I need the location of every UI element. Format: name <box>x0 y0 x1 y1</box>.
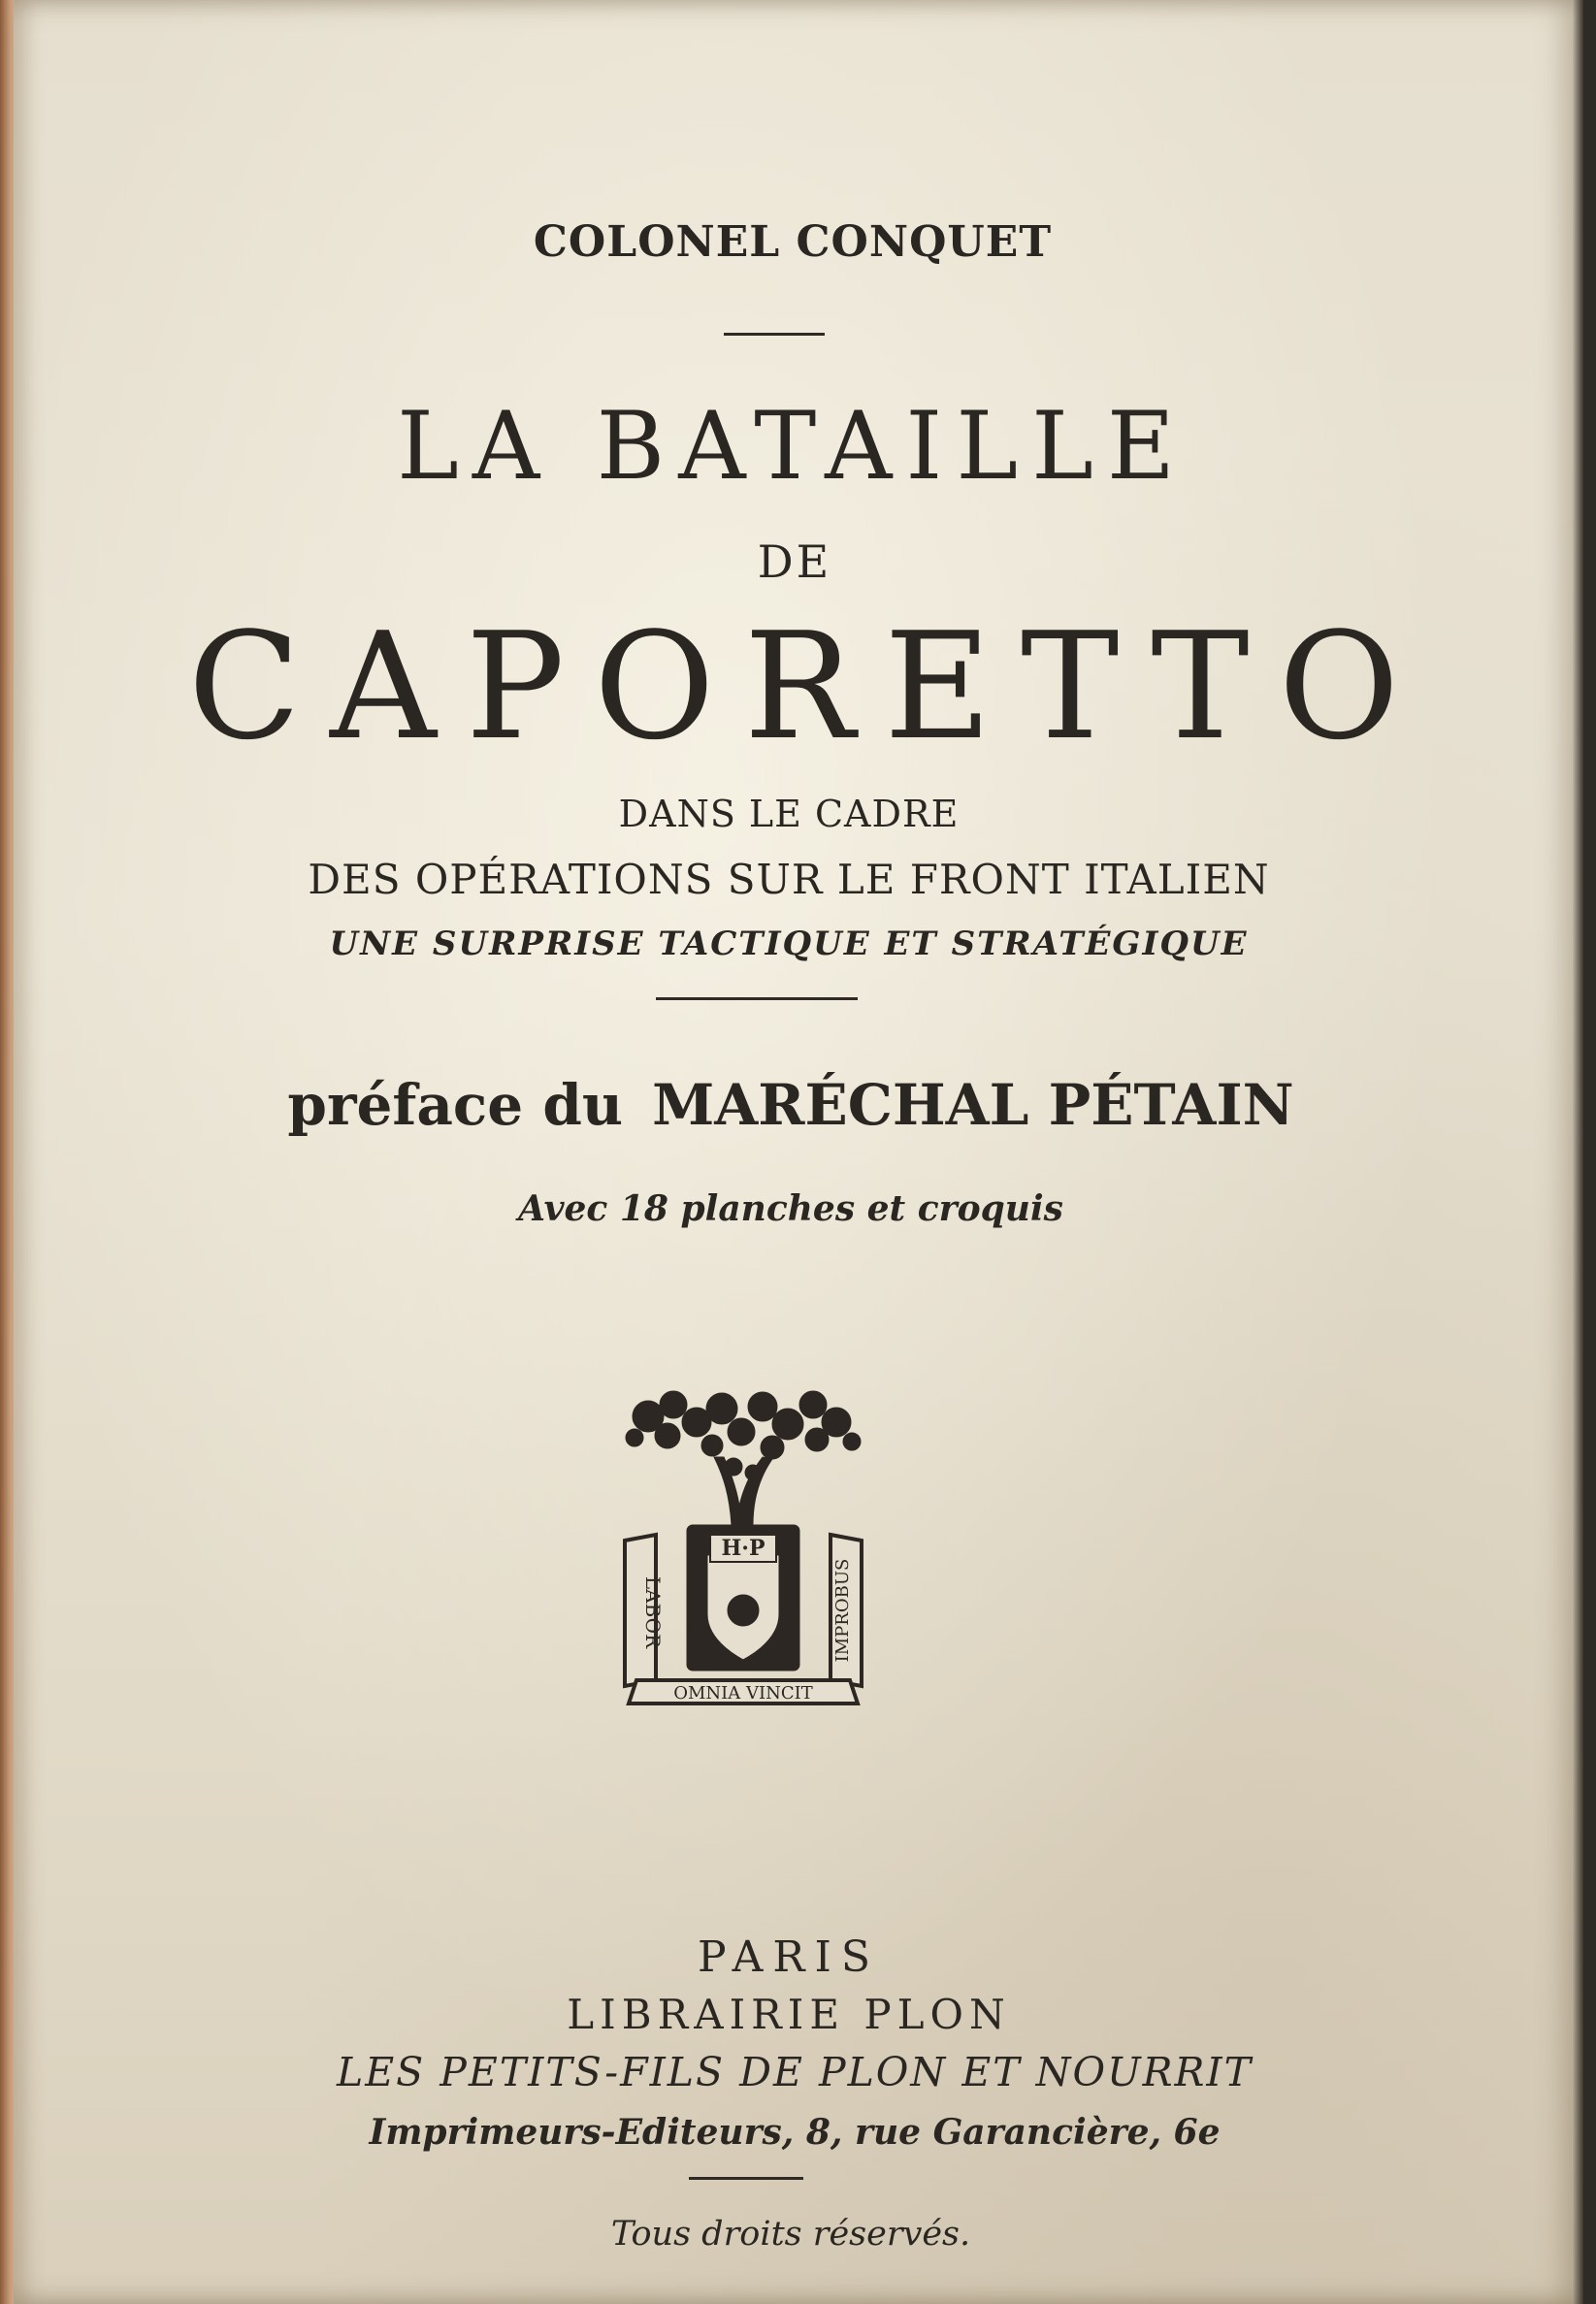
plates-note: Avec 18 planches et croquis <box>518 1188 1063 1229</box>
divider-rule-top <box>724 333 825 336</box>
book-title-line-1: LA BATAILLE <box>397 392 1189 501</box>
preface-credit <box>6 1072 1576 1138</box>
imprint-publisher: LIBRAIRIE PLON <box>567 1991 1011 2038</box>
divider-rule-middle <box>656 997 858 1000</box>
tree-trunk <box>714 1457 772 1525</box>
publisher-tree-emblem-icon <box>617 1389 869 1709</box>
preface-name: MARÉCHAL PÉTAIN <box>652 1072 1294 1138</box>
imprint-heirs: LES PETITS-FILS DE PLON ET NOURRIT <box>337 2049 1253 2095</box>
title-page <box>14 0 1583 2304</box>
book-title-connector: DE <box>757 535 832 588</box>
foliage-cluster <box>626 1391 861 1480</box>
preface-prefix: préface du <box>287 1072 624 1138</box>
imprint-city: PARIS <box>698 1932 880 1982</box>
emblem-motto-left: LABOR <box>641 1575 665 1649</box>
book-title-line-2: CAPORETTO <box>187 600 1429 772</box>
divider-rule-bottom <box>689 2177 803 2180</box>
subtitle-line-3: UNE SURPRISE TACTIQUE ET STRATÉGIQUE <box>329 925 1249 963</box>
imprint-address: Imprimeurs-Editeurs, 8, rue Garancière, 6e <box>369 2112 1221 2153</box>
subtitle-line-1: DANS LE CADRE <box>618 793 960 835</box>
emblem-motto-right: IMPROBUS <box>832 1558 853 1663</box>
rights-notice: Tous droits réservés. <box>610 2215 971 2254</box>
subtitle-line-2: DES OPÉRATIONS SUR LE FRONT ITALIEN <box>308 856 1270 903</box>
author-name: COLONEL CONQUET <box>533 217 1053 267</box>
emblem-monogram: H·P <box>721 1536 765 1561</box>
emblem-motto-bottom: OMNIA VINCIT <box>673 1683 813 1704</box>
